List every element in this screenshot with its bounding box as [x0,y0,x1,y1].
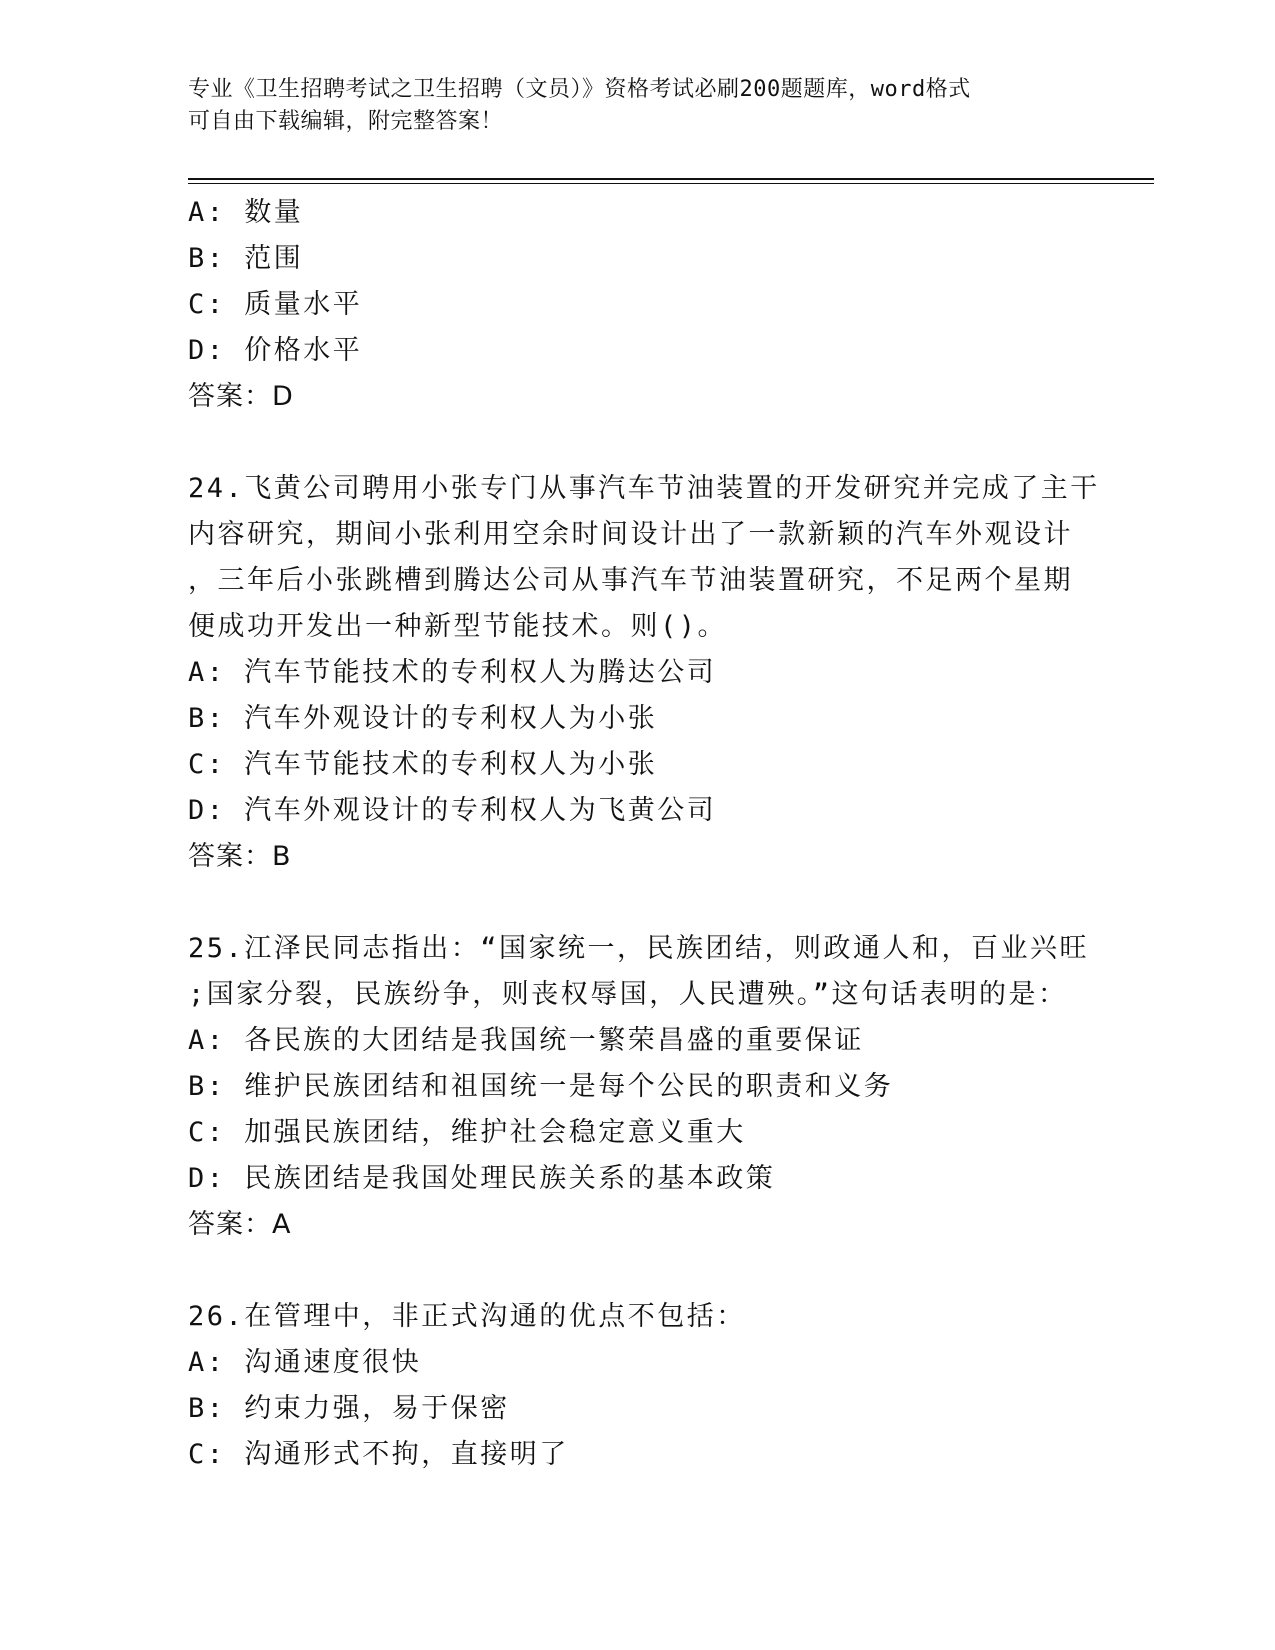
question-list [188,190,1154,1478]
option-a: A: 数量 [188,197,304,228]
option-c: C: 沟通形式不拘，直接明了 [188,1439,569,1470]
option-b: B: 范围 [188,243,304,274]
answer: 答案：B [188,841,292,872]
question-stem-line: 26.在管理中，非正式沟通的优点不包括： [188,1301,746,1332]
option-b: B: 汽车外观设计的专利权人为小张 [188,703,658,734]
option-d: D: 价格水平 [188,335,363,366]
header-divider [188,178,1154,180]
question-25 [188,926,1154,1248]
answer: 答案：D [188,381,294,412]
spacer [188,420,1154,466]
option-d: D: 汽车外观设计的专利权人为飞黄公司 [188,795,717,826]
header-line-2: 可自由下载编辑，附完整答案！ [188,109,504,134]
spacer [188,1248,1154,1294]
option-a: A: 汽车节能技术的专利权人为腾达公司 [188,657,717,688]
option-a: A: 各民族的大团结是我国统一繁荣昌盛的重要保证 [188,1025,864,1056]
option-b: B: 约束力强，易于保密 [188,1393,510,1424]
header-line-1: 专业《卫生招聘考试之卫生招聘（文员）》资格考试必刷200题题库，word格式 [188,77,971,102]
question-24 [188,466,1154,880]
header-divider-thin [188,183,1154,184]
question-stem-line: ，三年后小张跳槽到腾达公司从事汽车节油装置研究，不足两个星期 [188,565,1073,596]
question-stem-line: 24.飞黄公司聘用小张专门从事汽车节油装置的开发研究并完成了主干 [188,473,1100,504]
option-c: C: 汽车节能技术的专利权人为小张 [188,749,658,780]
question-stem-line: 25.江泽民同志指出：“国家统一，民族团结，则政通人和，百业兴旺 [188,933,1090,964]
answer: 答案：A [188,1209,292,1240]
question-stem-line: 便成功开发出一种新型节能技术。则()。 [188,611,728,642]
option-b: B: 维护民族团结和祖国统一是每个公民的职责和义务 [188,1071,894,1102]
option-d: D: 民族团结是我国处理民族关系的基本政策 [188,1163,776,1194]
option-a: A: 沟通速度很快 [188,1347,422,1378]
question-stem-line: 内容研究，期间小张利用空余时间设计出了一款新颖的汽车外观设计 [188,519,1073,550]
question-26 [188,1294,1154,1478]
question-stem-line: ;国家分裂，民族纷争，则丧权辱国，人民遭殃。”这句话表明的是： [188,979,1068,1010]
option-c: C: 质量水平 [188,289,363,320]
option-c: C: 加强民族团结，维护社会稳定意义重大 [188,1117,746,1148]
question-23 [188,190,1154,420]
spacer [188,880,1154,926]
document-header [188,74,1068,138]
